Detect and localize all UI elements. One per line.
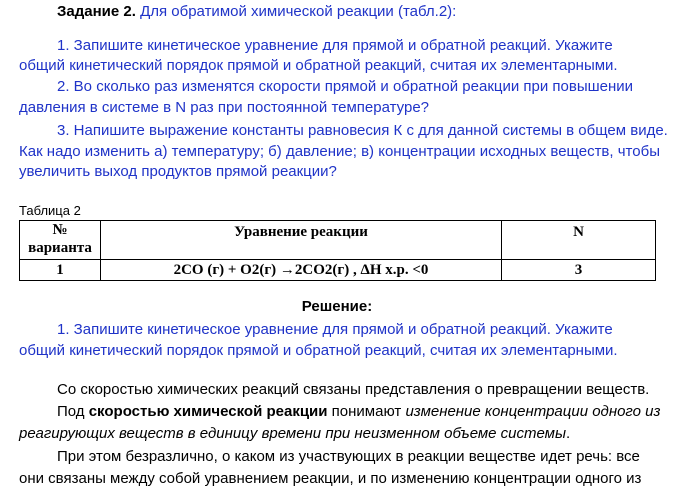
task-title: Задание 2. [57,3,136,20]
paragraph-2-line-2 [19,424,570,443]
paragraph-3-line-1: При этом безразлично, о каком из участвующих в реакции веществе идет речь: все [57,448,640,465]
table-row [20,260,656,281]
question-3-line-2: Как надо изменить а) температуру; б) давление; в) концентрации исходных веществ, чтобы [19,143,660,160]
paragraph-2-bold: скоростью химической реакции [88,403,328,420]
task-intro: Для обратимой химической реакции (табл.2): [135,3,457,20]
header-variant-line-1: № [52,222,68,238]
question-3-line-3: увеличить выход продуктов прямой реакции? [19,163,337,180]
cell-n: 3 [502,260,656,281]
paragraph-2-line-1 [57,402,661,421]
cell-equation: 2CO (г) + O2(г) →2CO2(г) , ΔH х.р. <0 [101,260,502,281]
header-variant [20,221,101,260]
question-1-line-1: 1. Запишите кинетическое уравнение для прямой и обратной реакций. Укажите [57,37,613,54]
question-3-line-1: 3. Напишите выражение константы равновесия К с для данной системы в общем виде. [57,122,668,139]
table-header-row [20,221,656,260]
header-variant-line-2: варианта [28,240,92,256]
reaction-table [19,220,656,281]
header-n: N [502,221,656,260]
header-equation: Уравнение реакции [101,221,502,260]
paragraph-2-italic-1: изменение концентрации одного из [405,403,661,420]
paragraph-2-mid: понимают [327,403,406,420]
task-heading [57,2,456,21]
solution-title: Решение: [301,298,373,315]
paragraph-1: Со скоростью химических реакций связаны представления о превращении веществ. [57,381,650,398]
paragraph-2-pre: Под [57,403,89,420]
paragraph-3-line-2: они связаны между собой уравнением реакции, и по изменению концентрации одного из [19,470,642,487]
question-2-line-1: 2. Во сколько раз изменятся скорости прямой и обратной реакции при повышении [57,78,634,95]
table-caption: Таблица 2 [19,203,81,218]
paragraph-2-end: . [566,425,571,442]
solution-item-1-line-1: 1. Запишите кинетическое уравнение для прямой и обратной реакций. Укажите [57,321,613,338]
solution-item-1-line-2: общий кинетический порядок прямой и обратной реакций, считая их элементарными. [19,342,618,359]
paragraph-2-italic-2: реагирующих веществ в единицу времени при неизменном объеме системы [19,425,566,442]
question-2-line-2: давления в системе в N раз при постоянной температуре? [19,99,430,116]
cell-variant: 1 [20,260,101,281]
question-1-line-2: общий кинетический порядок прямой и обратной реакций, считая их элементарными. [19,57,618,74]
